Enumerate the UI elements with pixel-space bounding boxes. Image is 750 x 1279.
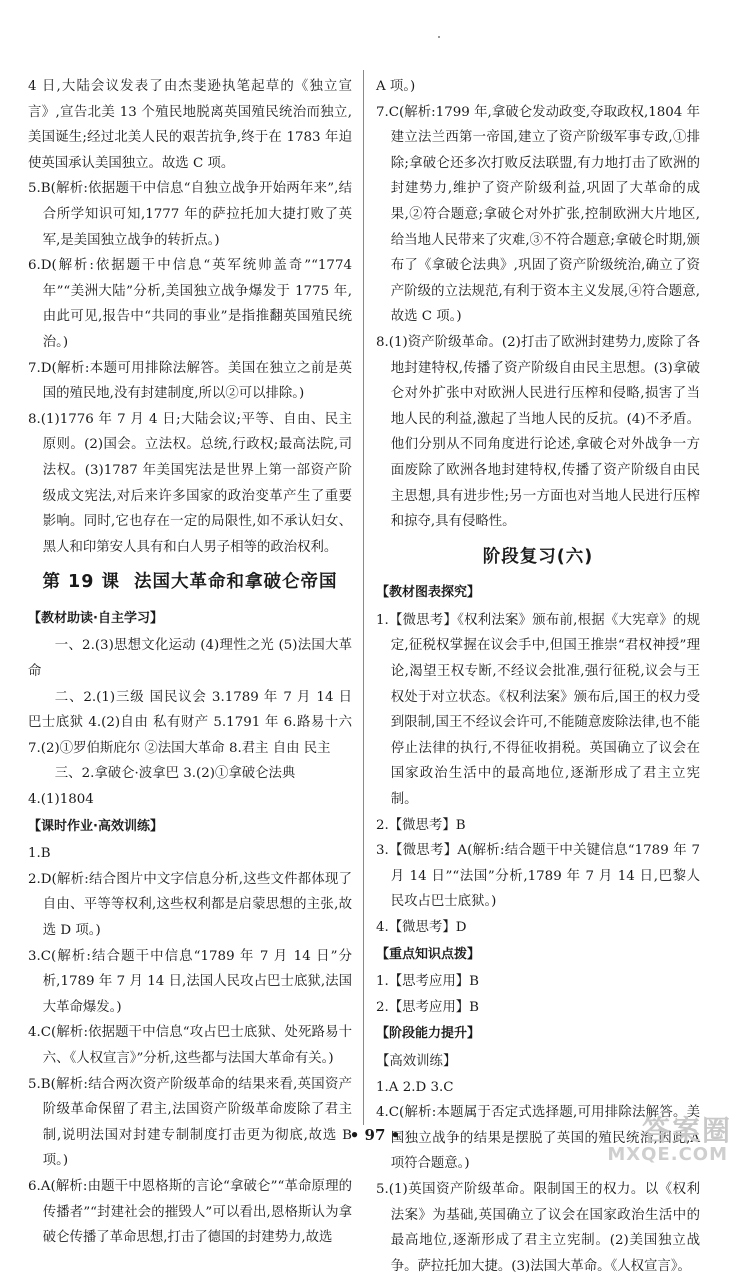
answer-item: 2.D(解析:结合图片中文字信息分析,这些文件都体现了自由、平等等权利,这些权利都是启蒙思想的主张,故选 D 项。)	[28, 871, 352, 938]
homework-answers	[28, 841, 352, 1251]
section-heading-chart-exploration: 【教材图表探究】	[376, 585, 481, 601]
key-points-answers	[376, 969, 700, 1020]
section-heading-homework: 【课时作业·高效训练】	[28, 818, 163, 834]
section-heading-key-points: 【重点知识点拨】	[376, 946, 481, 962]
page-number: • 97 •	[349, 1126, 401, 1144]
right-column	[376, 74, 700, 1279]
left-answers-top	[28, 74, 352, 560]
answer-item: 6.A(解析:由题干中恩格斯的言论“拿破仑”“革命原理的传播者”“封建社会的摧毁人”可以看出,恩格斯认为拿破仑传播了革命思想,打击了德国的封建势力,故选	[28, 1178, 352, 1246]
answer-item: 1.【思考应用】B	[376, 974, 479, 990]
answer-item: 7.D(解析:本题可用排除法解答。美国在独立之前是英国的殖民地,没有封建制度,所以②可以排除。)	[28, 360, 352, 402]
review-heading: 阶段复习(六)	[482, 546, 594, 567]
section-heading-ability: 【阶段能力提升】	[376, 1026, 481, 1042]
answer-item: 三、2.拿破仑·波拿巴 3.(2)①拿破仑法典	[54, 766, 296, 782]
watermark-url: MXQE.COM	[607, 1144, 728, 1165]
left-column	[28, 74, 352, 1251]
lesson-heading	[28, 570, 352, 596]
answer-item: 8.(1)资产阶级革命。(2)打击了欧洲封建势力,废除了各地封建特权,传播了资产阶级自由民主思想。(3)拿破仑对外扩张中对欧洲人民进行压榨和侵略,损害了当地人民的利益,激起了当地人民的反抗。(4)不矛盾。他们分别从不同角度进行论述,拿破仑对外战争一方面废除了欧洲各地封建特权,传播了资产阶级自由民主思想,具有进步性;另一方面也对当地人民进行压榨和掠夺,具有侵略性。	[376, 334, 700, 530]
answer-item: 4.【微思考】D	[376, 920, 467, 935]
answer-item: 二、2.(1)三级 国民议会 3.1789 年 7 月 14 日 巴士底狱 4.(2)自由 私有财产 5.1791 年 6.路易十六 7.(2)①罗伯斯庇尔 ②法国大革命 8.君主 自由 民主	[28, 689, 352, 756]
column-divider	[363, 70, 364, 1125]
answer-item: 5.(1)英国资产阶级革命。限制国王的权力。以《权利法案》为基础,英国确立了议会在国家政治生活中的最高地位,逐渐形成了君主立宪制。(2)美国独立战争。萨拉托加大捷。(3)法国大革命。《人权宣言》。	[376, 1181, 700, 1274]
answer-item: 4.C(解析:依据题干中信息“攻占巴士底狱、处死路易十六、《人权宣言》”分析,这些都与法国大革命有关。)	[28, 1025, 352, 1066]
answer-item: 4.C(解析:本题属于否定式选择题,可用排除法解答。美国独立战争的结果是摆脱了英国的殖民统治,因此,A 项符合题意。)	[376, 1105, 700, 1172]
answer-item: 1.【微思考】《权利法案》颁布前,根据《大宪章》的规定,征税权掌握在议会手中,但国王推崇“君权神授”理论,渴望王权专断,不经议会批准,强行征税,议会与王权处于对立状态。《权利法案》颁布后,国王的权力受到限制,国王不经议会许可,不能随意废除法律,也不能停止法律的执行,不得征收捐税。英国确立了议会在国家政治生活中的最高地位,逐渐形成了君主立宪制。	[376, 612, 700, 808]
answer-item: 4.(1)1804	[28, 792, 94, 808]
right-answers-top	[376, 74, 700, 535]
answer-item: 5.B(解析:结合两次资产阶级革命的结果来看,英国资产阶级革命保留了君主,法国资产阶级革命废除了君主制,说明法国对封建专制制度打击更为彻底,故选 B 项。)	[28, 1076, 352, 1169]
answer-item: 一、2.(3)思想文化运动 (4)理性之光 (5)法国大革命	[28, 638, 352, 680]
answer-item: 2.【微思考】B	[376, 817, 466, 833]
chart-exploration-answers	[376, 608, 700, 941]
scan-speck	[438, 36, 440, 38]
answer-item: 3.C(解析:结合题干中信息“1789 年 7 月 14 日”分析,1789 年 7 月 14 日,法国人民攻占巴士底狱,法国大革命爆发。)	[28, 948, 352, 1015]
answer-item: 7.C(解析:1799 年,拿破仑发动政变,夺取政权,1804 年建立法兰西第一帝国,建立了资产阶级军事专政,①排除;拿破仑还多次打败反法联盟,有力地打击了欧洲的封建势力,维护了资产阶级利益,巩固了大革命的成果,②符合题意;拿破仑对外扩张,控制欧洲大片地区,给当地人民带来了灾难,③不符合题意;拿破仑时期,颁布了《拿破仑法典》,巩固了资产阶级统治,确立了资产阶级的立法规范,有利于资本主义发展,④符合题意,故选 C 项。)	[376, 104, 700, 325]
lesson-number: 第 19 课	[42, 572, 121, 593]
answer-item: 3.【微思考】A(解析:结合题干中关键信息“1789 年 7 月 14 日”“法国”分析,1789 年 7 月 14 日,巴黎人民攻占巴士底狱。)	[376, 843, 700, 910]
section-heading-textbook-guide: 【教材助读·自主学习】	[28, 610, 163, 626]
answer-item: 8.(1)1776 年 7 月 4 日;大陆会议;平等、自由、民主原则。(2)国会。立法权。总统,行政权;最高法院,司法权。(3)1787 年美国宪法是世界上第一部资产阶级成文宪法,对后来许多国家的政治变革产生了重要影响。同时,它也存在一定的局限性,如不承认妇女、黑人和印第安人具有和白人男子相等的政治权利。	[28, 411, 352, 555]
answer-item: A 项。)	[376, 79, 416, 94]
answer-item: 5.B(解析:依据题干中信息“自独立战争开始两年来”,结合所学知识可知,1777 年的萨拉托加大捷打败了英军,是美国独立战争的转折点。)	[28, 181, 352, 248]
answer-item: 4 日,大陆会议发表了由杰斐逊执笔起草的《独立宣言》,宣告北美 13 个殖民地脱离英国殖民统治而独立,美国诞生;经过北美人民的艰苦抗争,终于在 1783 年迫使英国承认美国独立。故选 C 项。	[28, 79, 352, 171]
answer-item: 2.【思考应用】B	[376, 999, 479, 1015]
textbook-guide-answers	[28, 633, 352, 812]
watermark-logo	[582, 1109, 732, 1165]
watermark-text: 答案圈	[641, 1114, 732, 1147]
lesson-title: 法国大革命和拿破仑帝国	[134, 572, 338, 593]
answer-item: 6.D(解析:依据题干中信息“英军统帅盖奇”“1774 年”“美洲大陆”分析,美国独立战争爆发于 1775 年,由此可见,报告中“共同的事业”是指推翻英国殖民统治。)	[28, 258, 352, 350]
answer-item: 【高效训练】	[376, 1053, 457, 1069]
answer-item: 1.A 2.D 3.C	[376, 1079, 454, 1095]
answer-item: 1.B	[28, 846, 51, 862]
